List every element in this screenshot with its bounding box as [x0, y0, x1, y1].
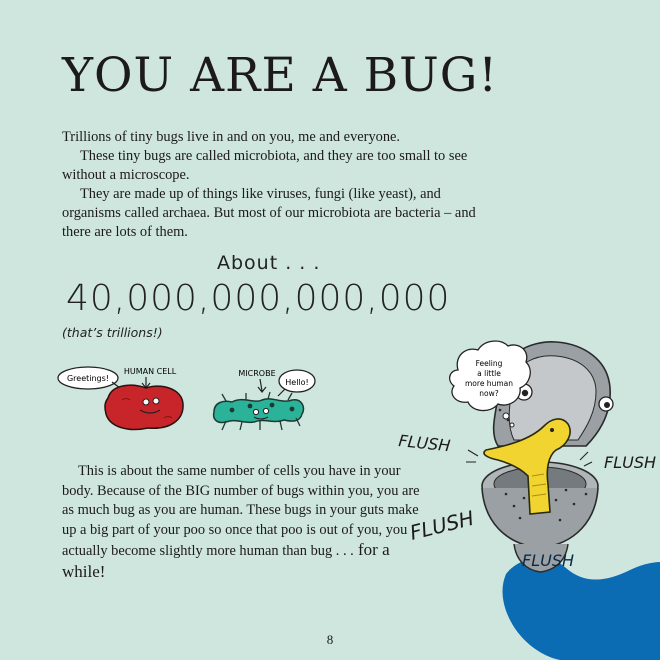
microbe-speech: Hello! [285, 378, 309, 387]
human-cell-speech: Greetings! [66, 374, 110, 383]
flush-label-1: FLUSH [397, 431, 452, 456]
big-number: 40,000,000,000,000 [66, 278, 451, 319]
intro-paragraph-1: Trillions of tiny bugs live in and on you, me and everyone. [62, 129, 401, 145]
human-cell-illustration [58, 367, 183, 429]
page-number: 8 [326, 632, 334, 647]
flush-label-2: FLUSH [604, 453, 657, 472]
flush-label-4: FLUSH [522, 551, 575, 570]
thought-line-4: now? [479, 389, 499, 398]
about-label: About . . . [217, 252, 321, 274]
page-title: YOU ARE A BUG! [62, 48, 499, 103]
thought-line-2: a little [477, 369, 501, 378]
thought-line-1: Feeling [475, 359, 503, 368]
body-text [62, 462, 422, 583]
human-cell-body [105, 385, 183, 429]
thought-line-3: more human [465, 379, 513, 388]
human-cell-label: HUMAN CELL [123, 367, 177, 376]
intro-paragraph-3: They are made up of things like viruses, fungi (like yeast), and organisms called archaea. But most of our microbiota are bacteria – and there are lots of them. [62, 186, 476, 240]
intro-paragraph-2: These tiny bugs are called microbiota, and they are too small to see without a microscope. [62, 148, 468, 183]
body-emphasis: for a while! [62, 540, 390, 581]
microbe-label: MICROBE [238, 369, 276, 378]
flush-label-3: FLUSH [407, 505, 477, 545]
body-paragraph: This is about the same number of cells you have in your body. Because of the BIG number of bugs within you, you are as much bug as you are human. These bugs in your guts make up a big part of your poo so once that poo is out of you, you actually become slightly more human than bug . . . [62, 463, 420, 559]
trillions-note: (that’s trillions!) [62, 325, 163, 340]
microbe-illustration [214, 369, 315, 430]
